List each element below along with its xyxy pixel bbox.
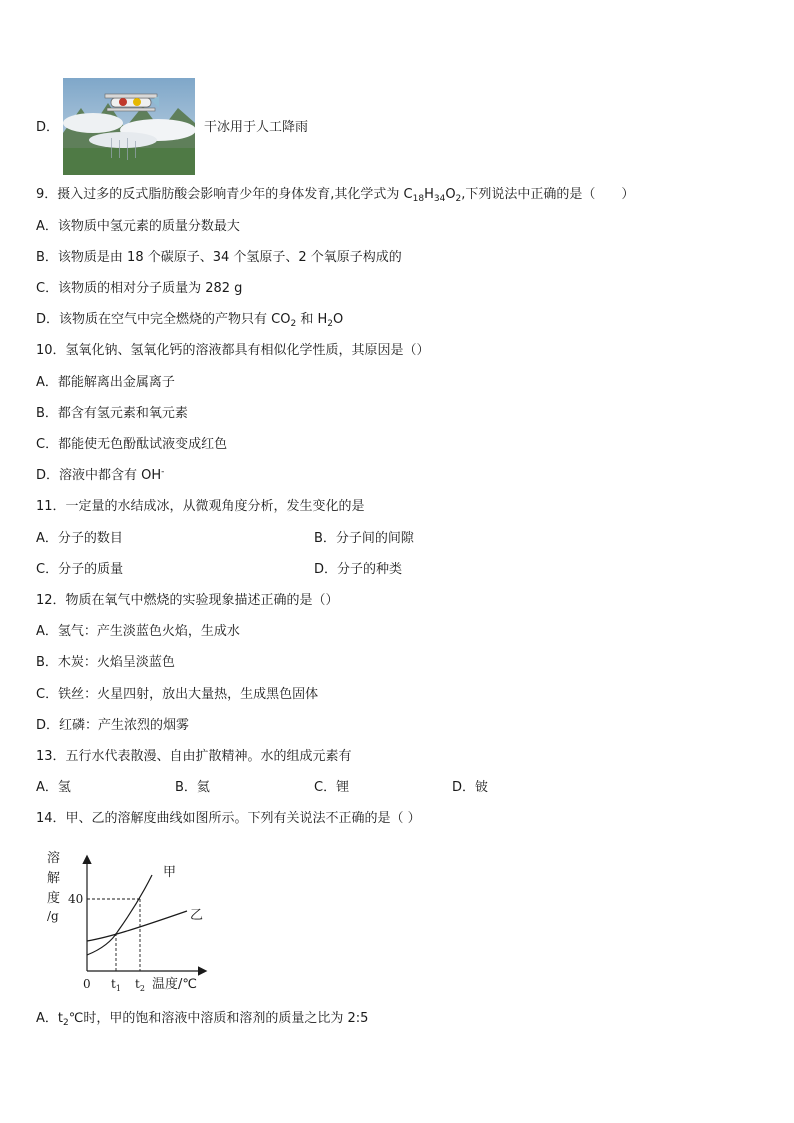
q9-formula-sub-o: 2 xyxy=(455,194,462,204)
y-tick-40: 40 xyxy=(68,892,84,906)
y-label-2: 解 xyxy=(47,871,61,886)
solubility-curve-figure xyxy=(40,845,215,995)
q10-stem: 10．氢氧化钠、氢氧化钙的溶液都具有相似化学性质，其原因是（） xyxy=(36,343,430,358)
q12-stem: 12．物质在氧气中燃烧的实验现象描述正确的是（） xyxy=(36,593,339,608)
q9-option-b: B．该物质是由 18 个碳原子、34 个氢原子、2 个氧原子构成的 xyxy=(36,250,402,265)
x-tick-t2: $t_2$ xyxy=(135,977,145,993)
q9-option-d-text: D．该物质在空气中完全燃烧的产物只有 CO xyxy=(36,312,291,327)
q14-option-a-tail: ℃时，甲的饱和溶液中溶质和溶剂的质量之比为 2:5 xyxy=(68,1011,369,1026)
x-origin: 0 xyxy=(83,977,91,991)
q10-option-d-sup: - xyxy=(161,467,165,477)
q8-option-d xyxy=(36,119,59,137)
q9-option-c: C．该物质的相对分子质量为 282 g xyxy=(36,281,243,296)
q10-option-c: C．都能使无色酚酞试液变成红色 xyxy=(36,437,228,452)
q13-stem: 13．五行水代表散漫、自由扩散精神。水的组成元素有 xyxy=(36,749,352,764)
x-tick-t1: $t_1$ xyxy=(111,977,121,993)
q14-option-a xyxy=(36,1010,368,1028)
y-label-3: 度 xyxy=(47,891,61,906)
series-jia-curve xyxy=(87,875,152,955)
q9-formula-o: O xyxy=(445,187,456,202)
q12-option-a: A．氢气：产生淡蓝色火焰，生成水 xyxy=(36,624,240,639)
q13-option-c: C．锂 xyxy=(314,780,350,795)
q10-option-a: A．都能解离出金属离子 xyxy=(36,375,175,390)
q12-option-c: C．铁丝：火星四射，放出大量热，生成黑色固体 xyxy=(36,687,319,702)
q9-stem-tail: ,下列说法中正确的是（ ） xyxy=(461,187,635,202)
q8-option-d-label: D． xyxy=(36,120,60,135)
series-yi-curve xyxy=(87,911,187,941)
q13-option-b: B．氦 xyxy=(175,780,210,795)
q13-option-a: A．氢 xyxy=(36,780,71,795)
series-jia-label: 甲 xyxy=(163,865,177,880)
y-label-1: 溶 xyxy=(47,851,61,866)
q11-stem: 11．一定量的水结成冰，从微观角度分析，发生变化的是 xyxy=(36,499,365,514)
q11-option-a: A．分子的数目 xyxy=(36,531,123,546)
q11-option-c: C．分子的质量 xyxy=(36,562,124,577)
y-label-unit: /g xyxy=(47,909,59,923)
q10-option-d-text: D．溶液中都含有 OH xyxy=(36,468,162,483)
q9-option-d xyxy=(36,311,343,329)
q11-option-b: B．分子间的间隙 xyxy=(314,531,414,546)
q9-option-a: A．该物质中氢元素的质量分数最大 xyxy=(36,219,240,234)
q10-option-d xyxy=(36,467,164,485)
q9-formula-sub-c: 18 xyxy=(412,194,425,204)
q14-option-a-text: A．t xyxy=(36,1011,63,1026)
q9-stem-text: 9．摄入过多的反式脂肪酸会影响青少年的身体发育,其化学式为 C xyxy=(36,187,413,202)
q9-option-d-sub1: 2 xyxy=(290,319,297,329)
q8-option-d-text: 干冰用于人工降雨 xyxy=(204,120,309,135)
x-axis-label: 温度/℃ xyxy=(152,977,197,992)
airplane-cloud-seeding-image xyxy=(63,78,195,175)
q9-option-d-tail: O xyxy=(332,312,344,327)
q12-option-d: D．红磷：产生浓烈的烟雾 xyxy=(36,718,190,733)
q13-option-d: D．铍 xyxy=(452,780,489,795)
q14-option-a-sub: 2 xyxy=(63,1018,69,1028)
q10-option-b: B．都含有氢元素和氧元素 xyxy=(36,406,188,421)
q9-option-d-sub2: 2 xyxy=(327,319,333,329)
q9-formula-h: H xyxy=(424,187,434,202)
q11-option-d: D．分子的种类 xyxy=(314,562,403,577)
q9-stem xyxy=(36,186,634,204)
q9-formula-sub-h: 34 xyxy=(433,194,446,204)
q9-option-d-mid: 和 H xyxy=(296,312,328,327)
q14-stem: 14．甲、乙的溶解度曲线如图所示。下列有关说法不正确的是（ ） xyxy=(36,811,421,826)
series-yi-label: 乙 xyxy=(190,908,204,923)
q12-option-b: B．木炭：火焰呈淡蓝色 xyxy=(36,655,175,670)
